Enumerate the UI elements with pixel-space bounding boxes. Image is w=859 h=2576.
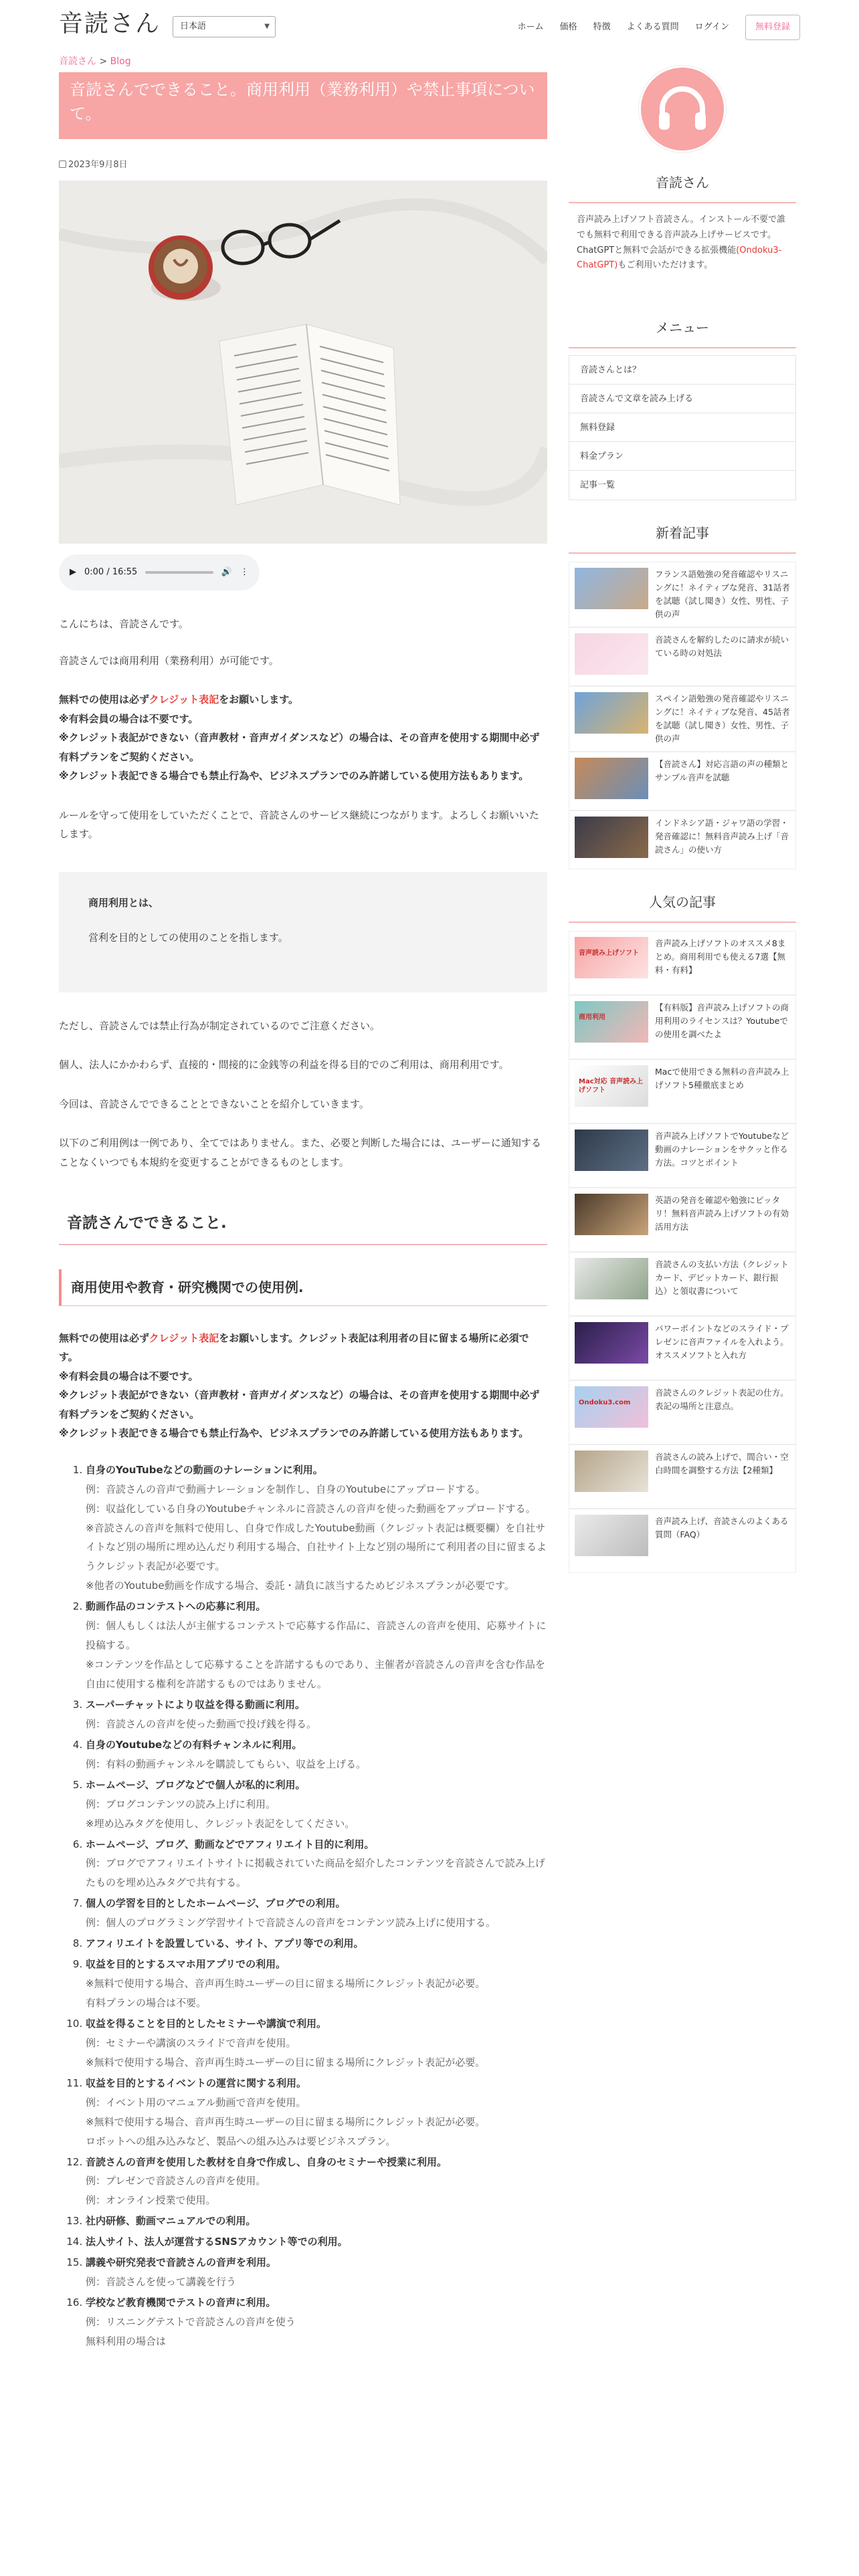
post-thumbnail[interactable] [575,1258,648,1299]
usage-example-title: 10. 収益を得ることを目的としたセミナーや講演で利用。 [86,2017,327,2030]
post-title[interactable]: 音声読み上げソフトのオススメ8まとめ。商用利用でも使える7選【無料・有料】 [655,938,786,975]
post-title[interactable]: 英語の発音を確認や勉強にピッタリ！無料音声読み上げソフトの有効活用方法 [655,1195,789,1232]
usage-example-detail: 例：個人のプログラミング学習サイトで音読さんの音声をコンテンツ読み上げに使用する。 [86,1917,496,1929]
thumbnail-caption: Ondoku3.com [579,1399,631,1406]
post-title[interactable]: 音読さんのクレジット表記の仕方。表記の場所と注意点。 [655,1388,789,1411]
usage-example-detail: 有料プランの場合は不要。 [86,1997,207,2009]
rule1-no-credit: ※クレジット表記ができない（音声教材・音声ガイダンスなど）の場合は、その音声を使用する期間中必ず有料プランをご契約ください。 [59,732,540,763]
post-thumbnail[interactable] [575,633,648,675]
post-thumbnail[interactable] [575,568,648,609]
sidebar-post[interactable] [569,1123,796,1188]
site-logo[interactable]: 音読さん [59,10,161,37]
usage-example-detail: 例：ブログコンテンツの読み上げに利用。 [86,1798,276,1810]
nav-faq[interactable]: よくある質問 [626,22,679,32]
play-icon[interactable]: ▶ [70,566,76,577]
menu-heading: メニュー [569,315,796,348]
usage-example-detail: ※他者のYoutube動画を作成する場合、委託・請負に該当するためビジネスプランが必要です。 [86,1580,514,1592]
post-title[interactable]: パワーポイントなどのスライド・プレゼンに音声ファイルを入れよう。オススメソフトと入れ方 [655,1323,789,1360]
usage-example-item [86,2074,547,2151]
change-paragraph: 以下のご利用例は一例であり、全てではありません。また、必要と判断した場合には、ユーザーに通知することなくいつでも本規約を変更することができるものとします。 [59,1137,541,1168]
usage-example-detail: 例：プレゼンで音読さんの音声を使用。 [86,2175,266,2187]
post-thumbnail[interactable] [575,758,648,799]
post-title[interactable]: インドネシア語・ジャワ語の学習・発音確認に！無料音声読み上げ「音読さん」の使い方 [655,818,789,855]
sidebar-post[interactable] [569,562,796,627]
sidebar-post[interactable] [569,752,796,811]
menu-item-pricing[interactable]: 料金プラン [569,442,795,471]
corporate-paragraph: 個人、法人にかかわらず、直接的・間接的に金銭等の利益を得る目的でのご利用は、商用利用です。 [59,1059,509,1071]
post-thumbnail[interactable] [575,1515,648,1556]
post-title[interactable]: 音声読み上げ、音読さんのよくある質問（FAQ） [655,1516,789,1539]
usage-example-title: 4. 自身のYoutubeなどの有料チャンネルに利用。 [86,1738,302,1751]
sidebar-post[interactable] [569,1252,796,1316]
rule1-prohibited: ※クレジット表記できる場合でも禁止行為や、ビジネスプランでのみ許諾している使用方法もあります。 [59,770,529,782]
rule2-text-a: 無料での使用は必ず [59,1331,149,1344]
sidebar-post[interactable] [569,1444,796,1509]
usage-example-title: 13. 社内研修、動画マニュアルでの利用。 [86,2215,256,2228]
popular-heading: 人気の記事 [569,889,796,923]
rules-note: ルールを守って使用をしていただくことで、音読さんのサービス継続につながります。よろしくお願いいたします。 [59,809,539,840]
post-thumbnail[interactable] [575,692,648,734]
nav-features[interactable]: 特徴 [593,22,611,32]
definition-desc: 営利を目的としての使用のことを指します。 [88,932,288,944]
profile-description [569,213,796,274]
thumbnail-caption: 商用利用 [579,1014,605,1021]
audio-player [59,554,260,591]
rule2-text-b: をお願いします。クレジット表記は利用者の目に留まる場所に必須です。 [59,1331,529,1364]
usage-example-title: 8. アフィリエイトを設置している、サイト、アプリ等での利用。 [86,1937,364,1950]
sidebar-post[interactable] [569,686,796,752]
sidebar-post[interactable] [569,627,796,686]
nav-home[interactable]: ホーム [517,22,544,32]
usage-example-detail: 例：収益化している自身のYoutubeチャンネルに音読さんの音声を使った動画をアップロードする。 [86,1502,536,1515]
chevron-down-icon: ▼ [264,23,270,30]
sidebar-menu [569,355,796,500]
definition-box [59,872,547,992]
menu-item-about[interactable]: 音読さんとは？ [569,356,795,385]
menu-item-signup[interactable]: 無料登録 [569,413,795,442]
subsection-heading: 商用使用や教育・研究機関での使用例. [59,1269,547,1306]
usage-example-detail: 例：セミナーや講演のスライドで音声を使用。 [86,2036,296,2049]
usage-example-title: 12. 音読さんの音声を使用した教材を自身で作成し、自身のセミナーや授業に利用。 [86,2155,448,2168]
post-title[interactable]: 音声読み上げソフトでYoutubeなど動画のナレーションをサクッと作る方法。コツとポイント [655,1131,789,1168]
usage-example-detail: 例：音読さんを使って講義を行う [86,2276,237,2288]
usage-examples-list [59,1461,547,2351]
usage-example-title: 3. スーパーチャットにより収益を得る動画に利用。 [86,1698,306,1711]
nav-pricing[interactable]: 価格 [559,22,577,32]
usage-example-detail: 例：音読さんの音声で動画ナレーションを制作し、自身のYoutubeにアップロードする。 [86,1483,486,1495]
usage-example-item [86,1776,547,1834]
usage-example-title: 7. 個人の学習を目的としたホームページ、ブログでの利用。 [86,1897,346,1910]
usage-example-detail: ロボットへの組み込みなど、製品への組み込みは要ビジネスプラン。 [86,2135,396,2147]
usage-example-detail: ※コンテンツを作品として応募することを許諾するものであり、主催者が音読さんの音声を含む作品を自由に使用する権利を許諾するものではありません。 [86,1658,545,1690]
sidebar-post[interactable] [569,1316,796,1380]
nav-login[interactable]: ログイン [694,22,729,32]
intro-paragraph: 音読さんでは商用利用（業務利用）が可能です。 [59,654,279,667]
credit-rules-2 [59,1329,547,1443]
usage-example-detail: ※無料で使用する場合、音声再生時ユーザーの目に留まる場所にクレジット表記が必要。 [86,2115,486,2128]
menu-item-articles[interactable]: 記事一覧 [580,480,615,490]
usage-example-detail: 例：有料の動画チャンネルを購読してもらい、収益を上げる。 [86,1757,367,1770]
usage-example-item [86,2293,547,2351]
usage-example-title: 16. 学校など教育機関でテストの音声に利用。 [86,2296,276,2309]
profile-desc-b: もご利用いただけます。 [617,260,713,271]
hero-image [59,181,547,544]
post-thumbnail[interactable] [575,1194,648,1235]
article-title: 音読さんでできること。商用利用（業務利用）や禁止事項について。 [59,72,547,139]
popular-posts [569,931,796,1573]
usage-example-detail: ※埋め込みタグを使用し、クレジット表記をしてください。 [86,1817,355,1830]
profile-name: 音読さん [569,170,796,203]
post-thumbnail[interactable] [575,1065,648,1107]
sidebar-post[interactable] [569,1380,796,1444]
article [59,72,547,2353]
headphones-icon [652,79,712,139]
usage-example-detail: 例：ブログでアフィリエイトサイトに掲載されていた商品を紹介したコンテンツを音読さんで読み上げたものを埋め込みタグで共有する。 [86,1857,545,1889]
usage-example-item [86,2253,547,2292]
usage-example-detail: 例：イベント用のマニュアル動画で音声を使用。 [86,2096,306,2109]
date-text: 2023年9月8日 [68,160,128,170]
section-heading: 音読さんでできること. [59,1204,547,1245]
menu-item-read-aloud[interactable]: 音読さんで文章を読み上げる [569,385,795,413]
rule1-paid: ※有料会員の場合は不要です。 [59,712,199,725]
post-title[interactable]: 【音読さん】対応言語の声の種類とサンプル音声を試聴 [655,759,789,782]
usage-example-title: 15. 講義や研究発表で音読さんの音声を利用。 [86,2256,277,2269]
post-title[interactable]: 音読さんの支払い方法（クレジットカード、デビットカード、銀行振込）と領収書について [655,1259,789,1296]
usage-example-item [86,1934,547,1953]
definition-title: 商用利用とは、 [88,896,159,909]
usage-example-item [86,2014,547,2072]
avatar [639,66,726,152]
greeting-paragraph: こんにちは、音読さんです。 [59,618,189,630]
site-header [0,0,859,53]
post-title[interactable]: フランス語勉強の発音確認やリスニングに！ネイティブな発音、31話者を試聴（試し聞き）女性、男性、子供の声 [655,569,790,619]
usage-example-title: 5. ホームページ、ブログなどで個人が私的に利用。 [86,1778,306,1791]
rule2-prohibited: ※クレジット表記できる場合でも禁止行為や、ビジネスプランでのみ許諾している使用方法もあります。 [59,1427,529,1440]
credit-link[interactable]: クレジット表記 [149,693,219,706]
usage-example-detail: 例：オンライン授業で使用。 [86,2194,216,2207]
post-thumbnail[interactable] [575,1386,648,1428]
usage-example-title: 6. ホームページ、ブログ、動画などでアフィリエイト目的に利用。 [86,1838,375,1850]
post-title[interactable]: スペイン語勉強の発音確認やリスニングに！ネイティブな発音、45話者を試聴（試し聞き）女性、男性、子供の声 [655,693,790,744]
breadcrumb [59,55,131,68]
post-title[interactable]: 【有料版】音声読み上げソフトの商用利用のライセンスは？Youtubeでの使用を調べたよ [655,1002,789,1039]
thumbnail-caption: Mac対応 音声読み上げソフト [579,1078,644,1094]
breadcrumb-home[interactable]: 音読さん [59,56,96,67]
rule2-paid: ※有料会員の場合は不要です。 [59,1370,199,1382]
usage-example-item [86,1461,547,1596]
language-select[interactable] [173,16,276,37]
hero-illustration [59,181,547,544]
usage-example-detail: 無料利用の場合は [86,2335,167,2347]
usage-example-item [86,1735,547,1774]
sidebar-post[interactable] [569,811,796,869]
breadcrumb-sep: > [96,56,110,67]
usage-example-item [86,1955,547,2013]
breadcrumb-current[interactable]: Blog [110,56,131,67]
signup-button[interactable]: 無料登録 [745,15,800,40]
post-thumbnail[interactable] [575,1001,648,1043]
post-thumbnail[interactable] [575,817,648,858]
thumbnail-caption: 音声読み上げソフト [579,950,639,957]
rule1-text-a: 無料での使用は必ず [59,693,149,706]
post-thumbnail[interactable] [575,1322,648,1364]
usage-example-item [86,1597,547,1694]
usage-example-detail: ※無料で使用する場合、音声再生時ユーザーの目に留まる場所にクレジット表記が必要。 [86,2056,486,2068]
sidebar [569,66,796,1573]
usage-example-detail: 例：個人もしくは法人が主催するコンテストで応募する作品に、音読さんの音声を使用、応募サイトに投稿する。 [86,1620,547,1652]
audio-time: 0:00 / 16:55 [84,566,138,577]
post-title[interactable]: 音読さんの読み上げで、間合い・空白時間を調整する方法【2種類】 [655,1452,789,1475]
rule1-text-b: をお願いします。 [219,693,299,706]
post-thumbnail[interactable] [575,1130,648,1171]
usage-example-detail: 例：音読さんの音声を使った動画で投げ銭を得る。 [86,1717,317,1730]
sidebar-post[interactable] [569,995,796,1059]
usage-example-title: 9. 収益を目的とするスマホ用アプリでの利用。 [86,1958,286,1971]
volume-icon[interactable]: 🔊 [221,566,232,577]
audio-progress-slider[interactable] [145,571,213,574]
usage-example-title: 1. 自身のYouTubeなどの動画のナレーションに利用。 [86,1463,323,1476]
recent-posts [569,562,796,869]
post-title[interactable]: 音読さんを解約したのに請求が続いている時の対処法 [655,635,789,658]
article-date [59,156,547,174]
chatgpt-extension-link[interactable]: (Ondoku3-ChatGPT) [577,245,782,271]
credit-rules-1 [59,690,547,786]
usage-example-item [86,2212,547,2231]
prohibited-paragraph: ただし、音読さんでは禁止行為が制定されているのでご注意ください。 [59,1019,381,1032]
post-thumbnail[interactable] [575,1451,648,1492]
main-nav [518,15,800,40]
clock-icon [59,160,66,168]
usage-example-title: 11. 収益を目的とするイベントの運営に関する利用。 [86,2076,307,2089]
post-thumbnail[interactable] [575,937,648,978]
rule2-no-credit: ※クレジット表記ができない（音声教材・音声ガイダンスなど）の場合は、その音声を使用する期間中必ず有料プランをご契約ください。 [59,1389,540,1420]
usage-example-detail: 例：リスニングテストで音読さんの音声を使う [86,2316,296,2328]
today-paragraph: 今回は、音読さんでできることとできないことを紹介していきます。 [59,1097,369,1110]
credit-link-2[interactable]: クレジット表記 [149,1331,219,1344]
usage-example-title: 2. 動画作品のコンテストへの応募に利用。 [86,1600,266,1613]
usage-example-item [86,2232,547,2252]
sidebar-post[interactable] [569,1059,796,1123]
usage-example-item [86,1894,547,1933]
usage-example-title: 14. 法人サイト、法人が運営するSNSアカウント等での利用。 [86,2236,348,2248]
usage-example-item [86,2153,547,2211]
usage-example-item [86,1835,547,1893]
post-title[interactable]: Macで使用できる無料の音声読み上げソフト5種徹底まとめ [655,1067,789,1090]
sidebar-post[interactable] [569,1509,796,1573]
language-value: 日本語 [180,21,207,31]
sidebar-post[interactable] [569,1188,796,1252]
sidebar-post[interactable] [569,931,796,995]
more-options-icon[interactable]: ⋮ [240,566,249,577]
usage-example-item [86,1695,547,1734]
profile-desc-a: 音声読み上げソフト音読さん。インストール不要で誰でも無料で利用できる音声読み上げサービスです。ChatGPTと無料で会話ができる拡張機能 [577,215,786,255]
usage-example-detail: ※音読さんの音声を無料で使用し、自身で作成したYoutube動画（クレジット表記は概要欄）を自社サイトなど別の場所に埋め込んだり利用する場合、自社サイト上など別の場所にて利用者の目に留まるようクレジット表記が必要です。 [86,1521,547,1573]
recent-heading: 新着記事 [569,520,796,554]
usage-example-detail: ※無料で使用する場合、音声再生時ユーザーの目に留まる場所にクレジット表記が必要。 [86,1977,486,1990]
